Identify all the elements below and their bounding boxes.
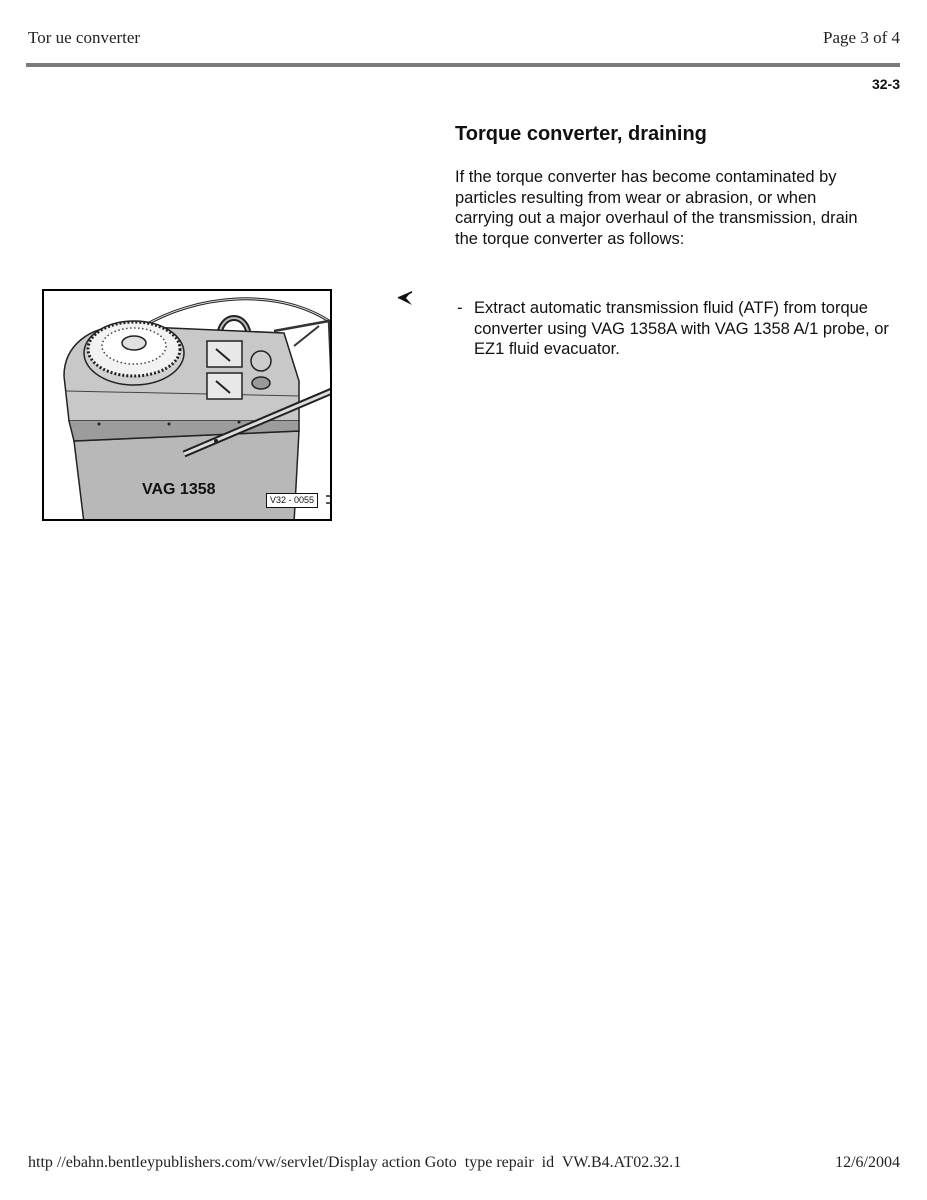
section-heading: Torque converter, draining (455, 123, 707, 145)
step-marker: - (457, 299, 463, 317)
step-item (457, 298, 897, 360)
footer-url: http //ebahn.bentleypublishers.com/vw/servlet/Display action Goto type repair id VW.B4.AT02.32.1 (28, 1154, 682, 1171)
footer-date: 12/6/2004 (835, 1154, 900, 1171)
intro-paragraph: If the torque converter has become contaminated by particles resulting from wear or abrasion, or when carrying out a major overhaul of the transmission, drain the torque converter as follows: (455, 168, 858, 248)
figure-code: V32 - 0055 (266, 493, 318, 508)
header-title: Tor ue converter (28, 28, 141, 47)
figure-vag-1358 (42, 289, 332, 521)
page-indicator: Page 3 of 4 (823, 28, 900, 47)
section-number: 32-3 (871, 76, 900, 92)
arrow-pointer-icon (396, 289, 416, 307)
figure-label: VAG 1358 (142, 481, 216, 498)
step-text: Extract automatic transmission fluid (ATF) from torque converter using VAG 1358A with VAG 1358 A/1 probe, or EZ1 fluid evacuator. (474, 299, 889, 358)
header-divider (26, 63, 900, 67)
